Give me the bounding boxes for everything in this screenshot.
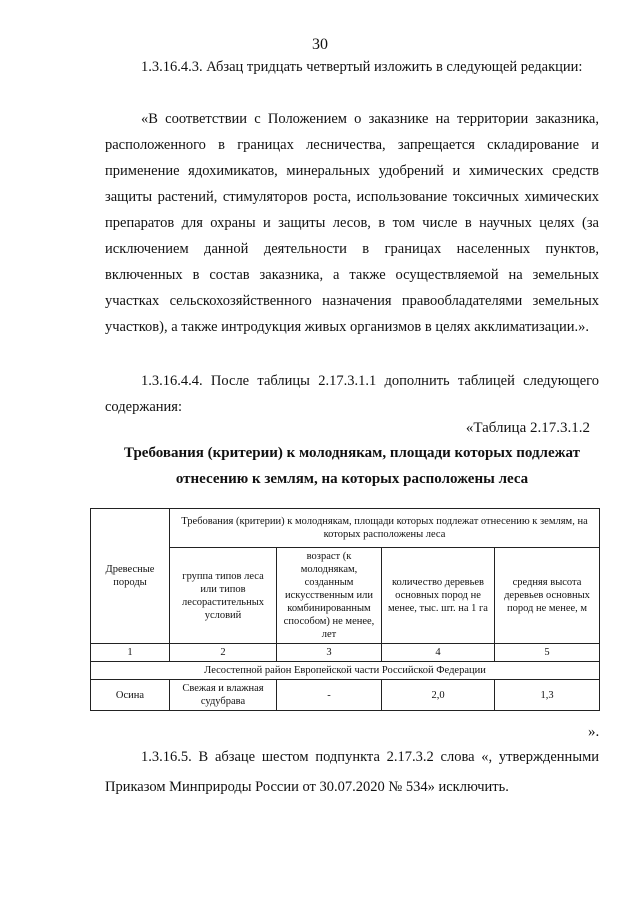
section-title: Лесостепной район Европейской части Российской Федерации xyxy=(91,662,600,680)
cell-species: Осина xyxy=(91,680,170,711)
column-number: 3 xyxy=(277,644,382,662)
section-row xyxy=(91,662,600,680)
paragraph-1-3-16-4-3: 1.3.16.4.3. Абзац тридцать четвертый изложить в следующей редакции: xyxy=(141,59,583,75)
table-row xyxy=(91,680,600,711)
paragraph-1-3-16-4-4: 1.3.16.4.4. После таблицы 2.17.3.1.1 дополнить таблицей следующего содержания: xyxy=(105,373,599,415)
header-forest-type: группа типов леса или типов лесорастительных условий xyxy=(170,548,277,644)
column-number: 2 xyxy=(170,644,277,662)
header-count: количество деревьев основных пород не менее, тыс. шт. на 1 га xyxy=(382,548,495,644)
cell-count: 2,0 xyxy=(382,680,495,711)
cell-age: - xyxy=(277,680,382,711)
header-height: средняя высота деревьев основных пород не менее, м xyxy=(495,548,600,644)
page-number: 30 xyxy=(312,36,328,53)
column-number: 1 xyxy=(91,644,170,662)
paragraph-1-3-16-5: 1.3.16.5. В абзаце шестом подпункта 2.17.3.2 слова «, утвержденными Приказом Минприроды России от 30.07.2020 № 534» исключить. xyxy=(105,749,599,795)
header-species: Древесные породы xyxy=(91,509,170,644)
column-number: 5 xyxy=(495,644,600,662)
header-age: возраст (к молоднякам, созданным искусственным или комбинированным способом) не менее, лет xyxy=(277,548,382,644)
closing-quote-mark: ». xyxy=(588,724,600,740)
header-group: Требования (критерии) к молоднякам, площади которых подлежат отнесению к землям, на которых расположены леса xyxy=(170,509,600,548)
requirements-table xyxy=(90,508,600,711)
table-title: Требования (критерии) к молоднякам, площади которых подлежат отнесению к землям, на которых расположены леса xyxy=(124,445,580,487)
column-number-row xyxy=(91,644,600,662)
column-number: 4 xyxy=(382,644,495,662)
table-reference: «Таблица 2.17.3.1.2 xyxy=(465,420,590,436)
cell-height: 1,3 xyxy=(495,680,600,711)
cell-forest-type: Свежая и влажная судубрава xyxy=(170,680,277,711)
table-header-row xyxy=(91,509,600,548)
quoted-amendment-text: «В соответствии с Положением о заказнике на территории заказника, расположенного в границах лесничества, запрещается складирование и применение ядохимикатов, минеральных удобрений и химических средств защиты растений, стимуляторов роста, использование токсичных химических препаратов для охраны и защиты лесов, в том числе в научных целях (за исключением данной деятельности в границах населенных пунктов, включенных в состав заказника, а также осуществляемой на земельных участках сельскохозяйственного назначения правообладателями земельных участков), а также интродукция живых организмов в целях акклиматизации.». xyxy=(105,111,599,335)
